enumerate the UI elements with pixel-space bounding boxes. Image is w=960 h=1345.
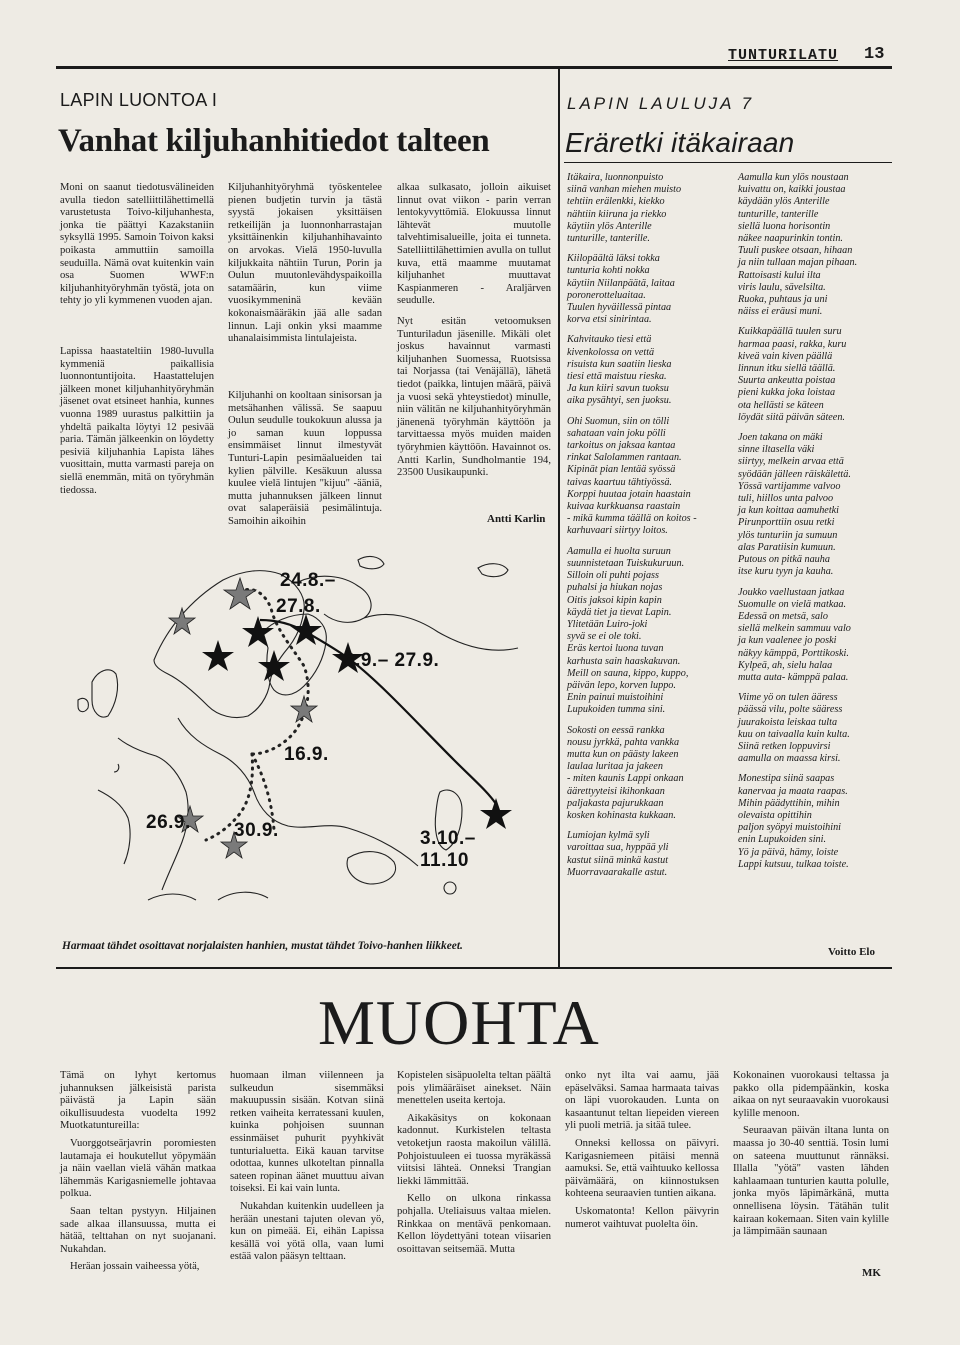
article-col3-p1: alkaa sulkasato, jolloin aikuiset linnut ovat viikon - parin verran lentokyvyttömiä. Elokuussa linnut lähtevät muutolle talvehtimisalueille, joita ei tunneta. Satelliittilähettimien avulla on tullut kuva, että maamme muutamat kiljuhanhet muuttavat Kaspianmeren - Araljärven seudulle. <box>397 182 551 307</box>
muohta-paragraph: Kello on ulkona rinkassa pohjalla. Uteliaisuus valtaa mielen. Rinkkaa on mentävä penkomaan. Kellon löydettyäni totean viisarien osoittavan seitsemää. Mutta <box>397 1193 551 1255</box>
article-title: Vanhat kiljuhanhitiedot talteen <box>58 123 490 159</box>
map-label-8: 11.10 <box>420 850 469 871</box>
map-label-5: 26.9. <box>146 812 191 833</box>
article-col2-p1: Kiljuhanhityöryhmä työskentelee pienen budjetin turvin ja tästä syystä jokaisen yksittäisen retkeilijän ja luonnonharrastajan yksittäinenkin kiljuhanhihavainto on arvokas. Vielä 1950-luvulla kiljukkaita nähtiin Turun, Porin ja Oulun muutonlevähdyspaikoilla satamäärin, kun viime vuosikymmeninä kevään kokonaismääräkin jää alle sadan linnun. Laji onkin yksi maamme uhanalaisimmista lintulajeista. <box>228 182 382 345</box>
map-label-2: 27.8. <box>276 596 321 617</box>
muohta-col5 <box>733 1070 889 1239</box>
poem-stanza: Aamulla ei huolta suruun suunnistetaan Tuiskukuruun. Silloin oli puhti pojass puhalsi ja hiukan nojas Oitis jaksoi kipin kapin käydä tiet ja tievat Lapin. Ylitetään Luiro-joki syvä se ei ole toki. Eräs kertoi luona tuvan karhusta sain haaskakuvan. Meill on sauna, kippo, kuppo, päivän lepo, korven luppo. Enin painui muistoihini Lupukoiden tumma sini. <box>567 545 689 716</box>
muohta-paragraph: Vuorggotseärjavrin poromiesten lautamaja ei houkutellut yöpymään ja näin vaellan vielä vähän matkaa lähemmäs Karigasniemelle johtavaa polkua. <box>60 1137 216 1200</box>
header-rule <box>56 66 892 69</box>
poem-col1 <box>567 172 725 879</box>
map-label-3: 3.9.– 27.9. <box>344 650 440 671</box>
article-col2-p2: Kiljuhanhi on kooltaan sinisorsan ja metsähanhen välissä. Se saapuu Oulun seudulle toukokuun alussa ja jo saman kuun loppussa ensimmäiset linnut ilmestyvät Tunturi-Lapin pesimäalueiden tai kylien pälville. Kesäkuun alussa kuulee vielä lintujen "kijuu" -ääniä, mutta juhannuksen jälkeen linnut ovat salaperäisiä pesimälintuja. Samoihin aikoihin <box>228 390 382 527</box>
muohta-paragraph: Kopistelen sisäpuolelta teltan päältä pois ylimääräiset ainekset. Näin menettelen useita kertoja. <box>397 1070 551 1107</box>
poem-stanza: Joukko vaellustaan jatkaa Suomulle on vielä matkaa. Edessä on metsä, salo siellä melkein sammuu valo ja kun vaalenee jo poski näkyy kämppä, Porttikoski. Kylpeä, ah, sielu halaa mutta auta- kämppä palaa. <box>738 586 851 683</box>
section-kicker: LAPIN LUONTOA I <box>60 90 218 110</box>
muohta-paragraph: Tämä on lyhyt kertomus juhannuksen jälkeisistä parista päivästä ja Lapin sään oikullisuudesta vuodelta 1992 Muotkatuntureilla: <box>60 1070 216 1132</box>
muohta-col1 <box>60 1070 216 1274</box>
poem-col2 <box>738 172 894 871</box>
muohta-title: MUOHTA <box>318 987 600 1058</box>
muohta-paragraph: onko nyt ilta vai aamu, jää epäselväksi. Samaa harmaata taivas on läpi vuorokauden. Lunta on kasaantunut teltan liepeiden viereen yli puoli metriä. ja sitää tulee. <box>565 1070 719 1132</box>
map-label-4: 16.9. <box>284 744 329 765</box>
muohta-paragraph: Aikakäsitys on kokonaan kadonnut. Kurkistelen teltasta vetoketjun raosta makoilun välillä. Pohjoistuuleen ei tuossa myräkässä viitsisi lähteä. Onneksi Trangian liekki lämmittää. <box>397 1112 551 1187</box>
poem-stanza: Monestipa siinä saapas kanervaa ja maata raapas. Mihin päädyttihin, mihin olevaista opittihin paljon syöpyi muistoihini enin Lupukoiden sini. Yö ja päivä, hämy, loiste Lappi kutsuu, tulkaa toiste. <box>738 773 849 870</box>
poem-stanza: Joen takana on mäki sinne iltasella väki siirtyy, melkein arvaa että syödään jälleen räiskälettä. Yössä vartijamme valvoo tuli, hiillos unta palvoo ja kun koittaa aamuhetki Pirunporttiin osuu retki ylös tunturiin ja sumuun alas Paratiisin kumuun. Putous on pitkä nauha itse kuru tyyn ja kauha. <box>738 432 851 578</box>
map-label-6: 30.9. <box>234 820 279 841</box>
poem-stanza: Itäkaira, luonnonpuisto siinä vanhan miehen muisto tehtiin erälenkki, kiekko nähtiin kiiruna ja riekko käytiin ylös Anterille tunturille, tanterille. <box>567 172 682 245</box>
article-col1-p1: Moni on saanut tiedotusvälineiden avulla tiedon satelliittilähettimellä varustetusta Toivo-kiljuhanhesta, jonka tie päättyi Kazakstaniin syksyllä 1995. Samoin Toivon kaksi poikasta ammuttiin samoilla seuduilla. Nämä ovat kuitenkin vain osa Suomen WWF:n kiljuhanhityöryhmän työstä, jota on tehty jo yli kymmenen vuoden ajan. <box>60 182 214 307</box>
page-number: 13 <box>864 45 885 64</box>
section-rule <box>56 967 892 969</box>
muohta-col3 <box>397 1070 551 1256</box>
column-divider <box>558 69 560 969</box>
map-label-1: 24.8.– <box>280 570 336 591</box>
muohta-paragraph: Kokonainen vuorokausi teltassa ja pakko olla pidempäänkin, koska aikaa on nyt seuraavakin vuorokausi kylille menoon. <box>733 1070 889 1119</box>
poem-stanza: Viime yö on tulen ääress päässä vilu, polte sääress juurakoista leiskaa tulta kuu on taivaalla kuin kulta. Siinä retken loppuvirsi aamulla on maassa kirsi. <box>738 692 850 765</box>
migration-map <box>58 540 552 930</box>
muohta-paragraph: Onneksi kellossa on päivyri. Karigasniemeen pitäisi mennä aamuksi. Se, että vaihtuuko kellossa päivämäärä, on kiinnostuksen kohteena seuraavien tuntien aikana. <box>565 1137 719 1200</box>
poem-stanza: Kuikkapäällä tuulen suru harmaa paasi, rakka, kuru kiveä vain kiven päällä linnun itku siellä täällä. Suurta ankeutta poistaa pieni kukka joka loistaa ota hellästi se käteen löydät siitä päivän säteen. <box>738 326 847 423</box>
muohta-paragraph: Seuraavan päivän iltana lunta on maassa jo 30-40 senttiä. Tosin lumi on sateena muuttunut rännäksi. Illalla "yötä" vasten lähden kahlaamaan tunturien kautta polulle, jonka myös läpimärkänä, mutta onnellisena löysin. Tätähän tulit kairaan kokemaan. Siten vain kylille ja lämpimään saunaan <box>733 1125 889 1238</box>
paper-name: TUNTURILATU <box>728 47 839 64</box>
muohta-col2 <box>230 1070 384 1264</box>
muohta-col4 <box>565 1070 719 1231</box>
poem-stanza: Sokosti on eessä rankka nousu jyrkkä, pahta vankka mutta kun on päästy lakeen laulaa luritaa ja jakeen - miten kaunis Lappi onkaan äärettyyteisi ikihonkaan paljakasta pajurukkaan kosken kohinasta kukkaan. <box>567 724 684 821</box>
map-label-7: 3.10.– <box>420 828 476 849</box>
poem-title: Eräretki itäkairaan <box>565 127 795 158</box>
poem-kicker: LAPIN LAULUJA 7 <box>567 94 755 113</box>
poem-title-rule <box>564 162 892 163</box>
poem-stanza: Lumiojan kylmä syli varoittaa sua, hyppää yli kastut siinä minkä kastut Muorravaarakalle astut. <box>567 830 669 878</box>
article-col1-p2: Lapissa haastateltiin 1980-luvulla kymmeniä paikallisia luonnontuntijoita. Haastattelujen jälkeen monet kiljuhanhityöryhmän jäsenet ovat etsineet hanhia, kunnes vuonna 1989 uurastus palkittiin ja yhdeltä paikalta löytyi 12 pesivää paria. Tämän jälkeenkin on löydetty pesiviä kiljuhanhia Lapista lähes vuosittain, mutta varmasti pareja on siellä enemmän, mitä on työryhmän tiedossa. <box>60 346 214 496</box>
muohta-paragraph: Saan teltan pystyyn. Hiljainen sade alkaa illansuussa, mutta ei hätää, telttahan on nyt suojanani. Nukahdan. <box>60 1205 216 1255</box>
muohta-paragraph: Heräan jossain vaiheessa yötä, <box>70 1261 200 1273</box>
article-signature: Antti Karlin <box>487 513 546 525</box>
poem-stanza: Kahvitauko tiesi että kivenkolossa on vettä risuista kun saatiin lieska tiesi että maistuu rieska. Ja kun kiiri savun tuoksu aika pysähtyi, sen juoksu. <box>567 334 672 407</box>
muohta-paragraph: huomaan ilman viilenneen ja sulkeudun sisemmäksi makuupussin sisään. Kotvan siinä retken vaiheita kerratessani kuulen, kuinka pohjoisen suunnan essinmäiset puhurit pyyhkivät tunturialuetta. Eikä kauan tarvitse odottaa, kunnes ulkoteltan pinnalla sateen ropinan äänet muuttuu aivan toiseksi. Ei kai vain lunta. <box>230 1070 384 1195</box>
poem-signature: Voitto Elo <box>828 946 875 958</box>
muohta-paragraph: Nukahdan kuitenkin uudelleen ja herään unestani tajuten olevan yö, kun on pimeää. Ei, eihän Lapissa kesällä voi yötä olla, vaan lumi estää valon pääsyn telttaan. <box>230 1200 384 1263</box>
poem-stanza: Aamulla kun ylös noustaan kuivattu on, kaikki joustaa käydään ylös Anterille tunturille, tanterille siellä luona horisontin näkee naapurinkin tontin. Tuuli puskee otsaan, hihaan ja niin tullaan majan pihaan. Rattoisasti kului ilta viris laulu, sävelsilta. Ruoka, puhtaus ja uni näiss ei eräusi muni. <box>738 172 858 318</box>
poem-stanza: Kiilopäältä läksi tokka tunturia kohti nokka käytiin Niilanpäätä, laitaa poronerotteluaitaa. Tuulen hyväillessä pintaa korva etsi sinirintaa. <box>567 253 675 326</box>
muohta-signature: MK <box>862 1267 881 1279</box>
map-caption: Harmaat tähdet osoittavat norjalaisten hanhien, mustat tähdet Toivo-hanhen liikkeet. <box>62 940 463 952</box>
article-col3-p2: Nyt esitän vetoomuksen Tunturiladun jäsenille. Mikäli olet joskus havainnut varmasti kiljuhanhen Suomessa, Ruotsissa tai Norjassa (tai Venäjällä), lähetä tiedot (paikka, lintujen määrä, päivä ja vuosi sekä yhteystiedot) minulle, niin välitän ne kiljuhanhityöryhmän jänenenä työryhmän käyttöön ja tarvittaessa myös muiden maiden työryhmien käyttöön. Havainnot os. Antti Karlin, Sundholmantie 194, 23500 Uusikaupunki. <box>397 316 551 479</box>
muohta-paragraph: Uskomatonta! Kellon päivyrin numerot vaihtuvat puolelta öin. <box>565 1205 719 1230</box>
poem-stanza: Ohi Suomun, siin on tölli sahataan vain joku pölli tarkoitus on jaksaa kantaa rinkat Salolammen rantaan. Kipinät pian lentää syössä taivas kaartuu tähtiyössä. Korppi huutaa jotain haastain kuivaa kurkkuansa raastain - mikä kumma täällä on koitos - karhuvaari siirtyy loitos. <box>567 415 697 537</box>
